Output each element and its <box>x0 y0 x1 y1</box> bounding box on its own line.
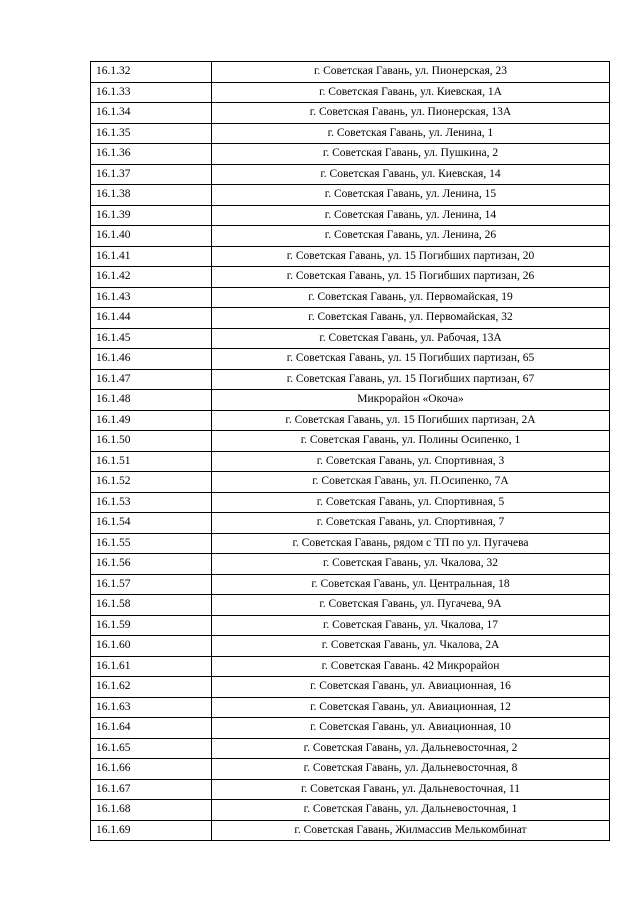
table-row <box>91 164 610 185</box>
row-number-cell: 16.1.45 <box>91 328 212 349</box>
address-cell: г. Советская Гавань, ул. Дальневосточная, 1 <box>212 800 610 821</box>
table-row <box>91 554 610 575</box>
address-cell: г. Советская Гавань, ул. Киевская, 1А <box>212 82 610 103</box>
address-cell: г. Советская Гавань, ул. Чкалова, 32 <box>212 554 610 575</box>
row-number-cell: 16.1.57 <box>91 574 212 595</box>
row-number-cell: 16.1.34 <box>91 103 212 124</box>
row-number-cell: 16.1.66 <box>91 759 212 780</box>
row-number-cell: 16.1.53 <box>91 492 212 513</box>
table-row <box>91 287 610 308</box>
row-number-cell: 16.1.58 <box>91 595 212 616</box>
row-number-cell: 16.1.68 <box>91 800 212 821</box>
table-row <box>91 103 610 124</box>
table-row <box>91 472 610 493</box>
address-cell: г. Советская Гавань, ул. Чкалова, 2А <box>212 636 610 657</box>
address-table-body <box>91 62 610 841</box>
address-cell: г. Советская Гавань, ул. П.Осипенко, 7А <box>212 472 610 493</box>
row-number-cell: 16.1.32 <box>91 62 212 83</box>
address-cell: г. Советская Гавань, ул. Киевская, 14 <box>212 164 610 185</box>
row-number-cell: 16.1.52 <box>91 472 212 493</box>
address-cell: г. Советская Гавань, ул. Авиационная, 10 <box>212 718 610 739</box>
row-number-cell: 16.1.55 <box>91 533 212 554</box>
row-number-cell: 16.1.41 <box>91 246 212 267</box>
address-cell: г. Советская Гавань, ул. Спортивная, 5 <box>212 492 610 513</box>
row-number-cell: 16.1.61 <box>91 656 212 677</box>
row-number-cell: 16.1.33 <box>91 82 212 103</box>
address-cell: г. Советская Гавань, ул. Ленина, 26 <box>212 226 610 247</box>
address-cell: г. Советская Гавань, ул. Ленина, 14 <box>212 205 610 226</box>
address-cell: г. Советская Гавань, ул. 15 Погибших партизан, 26 <box>212 267 610 288</box>
row-number-cell: 16.1.65 <box>91 738 212 759</box>
row-number-cell: 16.1.64 <box>91 718 212 739</box>
table-row <box>91 390 610 411</box>
table-row <box>91 718 610 739</box>
row-number-cell: 16.1.49 <box>91 410 212 431</box>
table-row <box>91 820 610 841</box>
table-row <box>91 615 610 636</box>
row-number-cell: 16.1.62 <box>91 677 212 698</box>
address-cell: г. Советская Гавань, ул. Первомайская, 19 <box>212 287 610 308</box>
table-row <box>91 595 610 616</box>
table-row <box>91 451 610 472</box>
table-row <box>91 369 610 390</box>
table-row <box>91 123 610 144</box>
table-row <box>91 492 610 513</box>
address-cell: г. Советская Гавань, ул. Рабочая, 13А <box>212 328 610 349</box>
table-row <box>91 226 610 247</box>
row-number-cell: 16.1.40 <box>91 226 212 247</box>
address-cell: г. Советская Гавань, ул. Полины Осипенко, 1 <box>212 431 610 452</box>
table-row <box>91 677 610 698</box>
table-row <box>91 82 610 103</box>
address-cell: г. Советская Гавань, ул. 15 Погибших партизан, 20 <box>212 246 610 267</box>
table-row <box>91 636 610 657</box>
row-number-cell: 16.1.56 <box>91 554 212 575</box>
address-cell: г. Советская Гавань, ул. Чкалова, 17 <box>212 615 610 636</box>
address-cell: г. Советская Гавань, ул. 15 Погибших партизан, 65 <box>212 349 610 370</box>
table-row <box>91 779 610 800</box>
table-row <box>91 697 610 718</box>
table-row <box>91 431 610 452</box>
address-cell: г. Советская Гавань, ул. Центральная, 18 <box>212 574 610 595</box>
address-cell: г. Советская Гавань, ул. Пугачева, 9А <box>212 595 610 616</box>
table-row <box>91 759 610 780</box>
row-number-cell: 16.1.46 <box>91 349 212 370</box>
table-row <box>91 185 610 206</box>
address-cell: г. Советская Гавань, ул. Ленина, 1 <box>212 123 610 144</box>
table-row <box>91 410 610 431</box>
address-cell: г. Советская Гавань. 42 Микрорайон <box>212 656 610 677</box>
table-row <box>91 144 610 165</box>
row-number-cell: 16.1.60 <box>91 636 212 657</box>
address-cell: г. Советская Гавань, ул. Ленина, 15 <box>212 185 610 206</box>
address-cell: г. Советская Гавань, ул. Пионерская, 23 <box>212 62 610 83</box>
address-cell: г. Советская Гавань, рядом с ТП по ул. Пугачева <box>212 533 610 554</box>
row-number-cell: 16.1.51 <box>91 451 212 472</box>
row-number-cell: 16.1.67 <box>91 779 212 800</box>
address-cell: г. Советская Гавань, ул. Дальневосточная, 11 <box>212 779 610 800</box>
table-row <box>91 308 610 329</box>
address-cell: г. Советская Гавань, ул. Авиационная, 16 <box>212 677 610 698</box>
address-table <box>90 61 610 841</box>
address-cell: г. Советская Гавань, ул. Дальневосточная, 2 <box>212 738 610 759</box>
address-cell: г. Советская Гавань, ул. 15 Погибших партизан, 67 <box>212 369 610 390</box>
row-number-cell: 16.1.59 <box>91 615 212 636</box>
address-cell: Микрорайон «Окоча» <box>212 390 610 411</box>
address-cell: г. Советская Гавань, ул. Спортивная, 3 <box>212 451 610 472</box>
row-number-cell: 16.1.39 <box>91 205 212 226</box>
address-cell: г. Советская Гавань, ул. Пушкина, 2 <box>212 144 610 165</box>
table-row <box>91 738 610 759</box>
row-number-cell: 16.1.38 <box>91 185 212 206</box>
address-cell: г. Советская Гавань, ул. Авиационная, 12 <box>212 697 610 718</box>
row-number-cell: 16.1.63 <box>91 697 212 718</box>
table-row <box>91 513 610 534</box>
address-cell: г. Советская Гавань, ул. Дальневосточная, 8 <box>212 759 610 780</box>
table-row <box>91 574 610 595</box>
table-row <box>91 62 610 83</box>
row-number-cell: 16.1.43 <box>91 287 212 308</box>
row-number-cell: 16.1.37 <box>91 164 212 185</box>
row-number-cell: 16.1.47 <box>91 369 212 390</box>
row-number-cell: 16.1.44 <box>91 308 212 329</box>
table-row <box>91 656 610 677</box>
table-row <box>91 205 610 226</box>
row-number-cell: 16.1.35 <box>91 123 212 144</box>
row-number-cell: 16.1.36 <box>91 144 212 165</box>
row-number-cell: 16.1.54 <box>91 513 212 534</box>
row-number-cell: 16.1.48 <box>91 390 212 411</box>
address-cell: г. Советская Гавань, ул. Спортивная, 7 <box>212 513 610 534</box>
table-row <box>91 267 610 288</box>
table-row <box>91 533 610 554</box>
table-row <box>91 246 610 267</box>
row-number-cell: 16.1.50 <box>91 431 212 452</box>
table-row <box>91 349 610 370</box>
table-row <box>91 328 610 349</box>
table-row <box>91 800 610 821</box>
address-cell: г. Советская Гавань, ул. Первомайская, 32 <box>212 308 610 329</box>
address-cell: г. Советская Гавань, ул. 15 Погибших партизан, 2А <box>212 410 610 431</box>
row-number-cell: 16.1.69 <box>91 820 212 841</box>
row-number-cell: 16.1.42 <box>91 267 212 288</box>
address-cell: г. Советская Гавань, Жилмассив Мелькомбинат <box>212 820 610 841</box>
address-cell: г. Советская Гавань, ул. Пионерская, 13А <box>212 103 610 124</box>
